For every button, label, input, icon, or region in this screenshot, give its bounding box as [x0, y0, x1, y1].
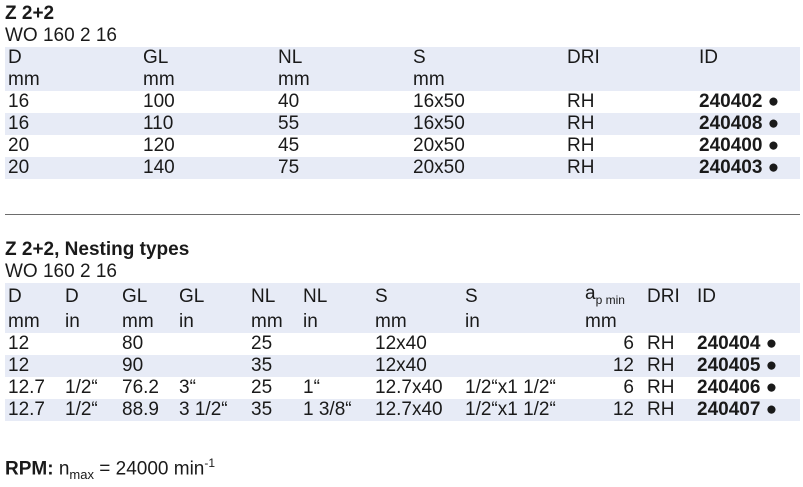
cell: 110 [140, 113, 275, 135]
bullet-icon: ● [767, 157, 780, 178]
cell [62, 355, 119, 377]
bullet-icon: ● [765, 354, 778, 376]
rpm-n-subscript: max [69, 467, 94, 483]
unit-cell: in [176, 311, 248, 333]
cell: 40 [275, 91, 410, 113]
table-row [5, 355, 800, 377]
cell: 16x50 [410, 91, 564, 113]
bullet-icon: ● [767, 91, 780, 112]
cell: 12 [582, 355, 644, 377]
col-header: DRI [564, 47, 696, 69]
cell: RH [564, 113, 696, 135]
col-header: S [410, 47, 564, 69]
cell: 3“ [176, 377, 248, 399]
id-cell [696, 157, 800, 179]
header-row [5, 283, 800, 311]
col-header: ID [694, 283, 800, 311]
cell: 3 1/2“ [176, 399, 248, 421]
header-row [5, 47, 800, 69]
cell: RH [564, 157, 696, 179]
rpm-exponent: -1 [204, 456, 216, 470]
col-header: D [5, 283, 62, 311]
spec-table [5, 283, 800, 421]
cell [176, 333, 248, 355]
id-cell [696, 113, 800, 135]
cell: 25 [248, 333, 300, 355]
article-id: 240402 [699, 91, 763, 112]
cell: RH [644, 399, 694, 421]
rpm-label: RPM: [5, 458, 54, 480]
cell: RH [564, 91, 696, 113]
section-z22 [5, 3, 800, 179]
cell: 16x50 [410, 113, 564, 135]
unit-cell [644, 311, 694, 333]
bullet-icon: ● [767, 113, 780, 134]
unit-cell: mm [5, 311, 62, 333]
cell: 140 [140, 157, 275, 179]
bullet-icon: ● [767, 135, 780, 156]
col-header-ap-min [582, 283, 644, 311]
id-cell [694, 399, 800, 421]
cell: 12.7x40 [372, 399, 462, 421]
cell: 120 [140, 135, 275, 157]
col-header: ID [696, 47, 800, 69]
cell: 1/2“x1 1/2“ [462, 377, 582, 399]
cell: 6 [582, 333, 644, 355]
article-id: 240408 [699, 113, 763, 134]
cell: 20x50 [410, 157, 564, 179]
rpm-n: n [58, 458, 70, 480]
table-row [5, 333, 800, 355]
cell: 1 3/8“ [300, 399, 372, 421]
unit-cell: mm [372, 311, 462, 333]
cell [300, 355, 372, 377]
unit-cell: mm [275, 69, 410, 91]
unit-cell: mm [582, 311, 644, 333]
col-header: D [62, 283, 119, 311]
cell: 90 [119, 355, 176, 377]
units-row [5, 69, 800, 91]
cell: 1/2“ [62, 377, 119, 399]
units-row [5, 311, 800, 333]
table-row [5, 135, 800, 157]
cell [176, 355, 248, 377]
cell: 1/2“ [62, 399, 119, 421]
cell: 35 [248, 355, 300, 377]
article-id: 240403 [699, 157, 763, 178]
unit-cell [694, 311, 800, 333]
ap-symbol: a [585, 283, 596, 304]
bullet-icon: ● [765, 398, 778, 420]
id-cell [694, 333, 800, 355]
section-subtitle: WO 160 2 16 [5, 261, 117, 282]
cell [462, 355, 582, 377]
section-divider [5, 214, 800, 215]
cell: 35 [248, 399, 300, 421]
col-header: GL [119, 283, 176, 311]
unit-cell: mm [140, 69, 275, 91]
article-id: 240407 [697, 398, 761, 420]
cell: 12.7 [5, 377, 62, 399]
cell: 45 [275, 135, 410, 157]
ap-subscript: p min [595, 292, 625, 307]
table-row [5, 399, 800, 421]
unit-cell: in [462, 311, 582, 333]
cell: 20x50 [410, 135, 564, 157]
cell [62, 333, 119, 355]
cell: 55 [275, 113, 410, 135]
unit-cell [564, 69, 696, 91]
cell: 25 [248, 377, 300, 399]
cell: 12x40 [372, 333, 462, 355]
col-header: GL [140, 47, 275, 69]
cell: 1“ [300, 377, 372, 399]
col-header: GL [176, 283, 248, 311]
rpm-note [5, 452, 215, 486]
cell: 75 [275, 157, 410, 179]
bullet-icon: ● [765, 332, 778, 354]
section-title: Z 2+2 [5, 3, 55, 24]
col-header: NL [248, 283, 300, 311]
article-id: 240405 [697, 354, 761, 376]
section-z22-nesting [5, 239, 800, 421]
cell: 12.7 [5, 399, 62, 421]
id-cell [696, 135, 800, 157]
section-title: Z 2+2, Nesting types [5, 239, 190, 260]
unit-cell: mm [5, 69, 140, 91]
cell: RH [644, 377, 694, 399]
cell: 1/2“x1 1/2“ [462, 399, 582, 421]
id-cell [696, 91, 800, 113]
cell: 12 [5, 333, 62, 355]
article-id: 240400 [699, 135, 763, 156]
table-row [5, 157, 800, 179]
cell: RH [644, 355, 694, 377]
cell: 12 [5, 355, 62, 377]
bullet-icon: ● [765, 376, 778, 398]
col-header: NL [275, 47, 410, 69]
table-row [5, 91, 800, 113]
cell: 20 [5, 135, 140, 157]
id-cell [694, 377, 800, 399]
cell: 20 [5, 157, 140, 179]
cell: RH [564, 135, 696, 157]
article-id: 240406 [697, 376, 761, 398]
cell: 100 [140, 91, 275, 113]
cell: 80 [119, 333, 176, 355]
cell: 12.7x40 [372, 377, 462, 399]
section-subtitle: WO 160 2 16 [5, 25, 117, 46]
unit-cell [696, 69, 800, 91]
unit-cell: mm [119, 311, 176, 333]
col-header: S [462, 283, 582, 311]
unit-cell: in [62, 311, 119, 333]
spec-table [5, 47, 800, 179]
id-cell [694, 355, 800, 377]
cell: 6 [582, 377, 644, 399]
cell: 16 [5, 91, 140, 113]
cell: 12 [582, 399, 644, 421]
unit-cell: mm [410, 69, 564, 91]
cell: 16 [5, 113, 140, 135]
table-row [5, 113, 800, 135]
cell: RH [644, 333, 694, 355]
cell: 12x40 [372, 355, 462, 377]
cell: 88.9 [119, 399, 176, 421]
col-header: DRI [644, 283, 694, 311]
rpm-value: = 24000 min [93, 458, 205, 480]
cell [300, 333, 372, 355]
col-header: D [5, 47, 140, 69]
cell [462, 333, 582, 355]
table-row [5, 377, 800, 399]
unit-cell: in [300, 311, 372, 333]
article-id: 240404 [697, 332, 761, 354]
col-header: NL [300, 283, 372, 311]
unit-cell: mm [248, 311, 300, 333]
col-header: S [372, 283, 462, 311]
cell: 76.2 [119, 377, 176, 399]
